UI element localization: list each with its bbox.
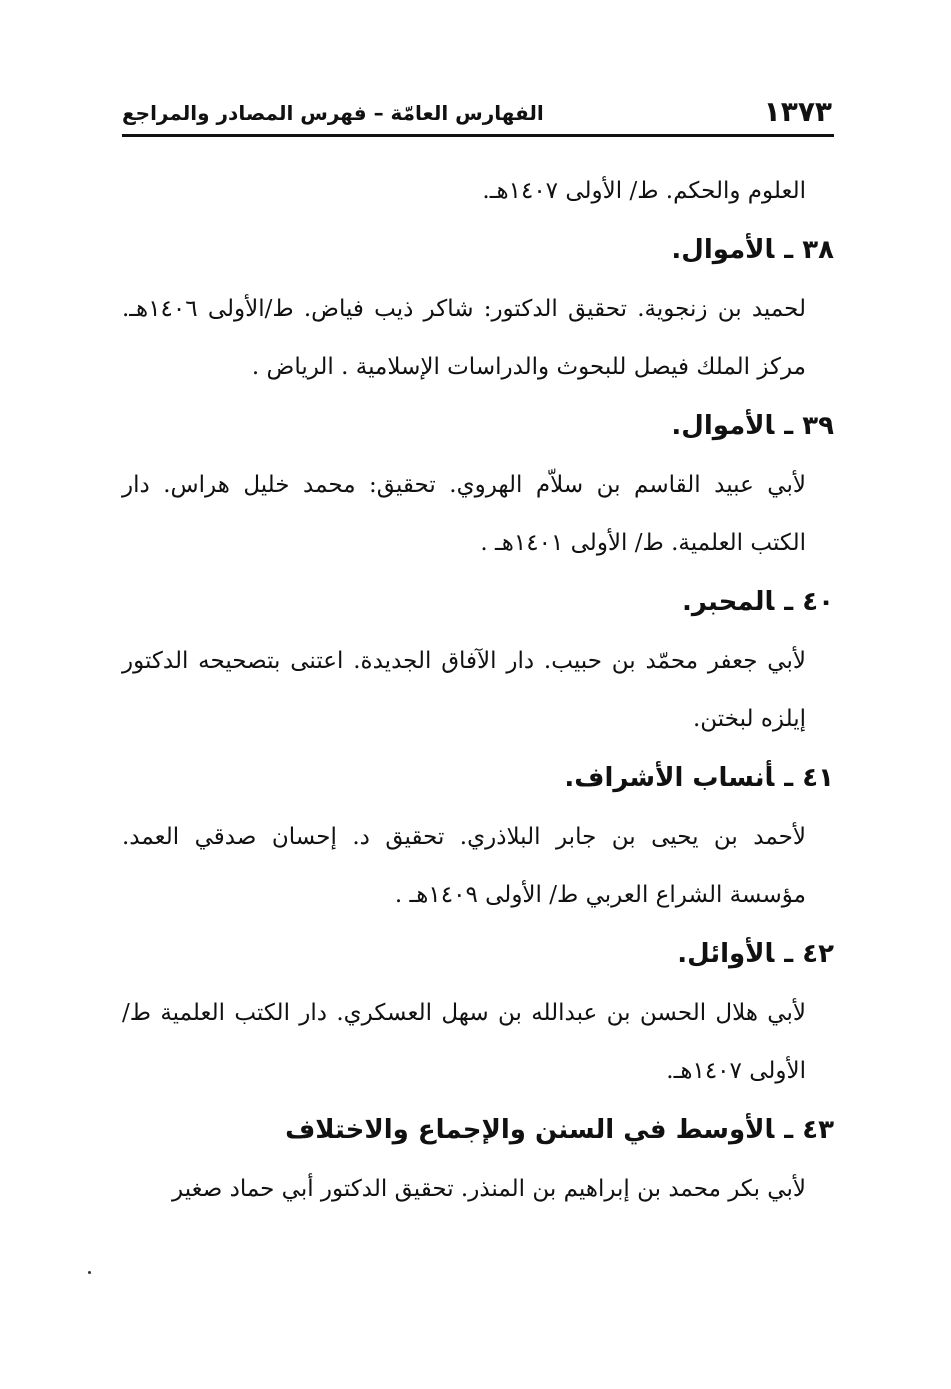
entry-heading: [122, 408, 834, 444]
entry-number: ٤١ ـ: [784, 763, 834, 793]
entry-number: ٣٨ ـ: [784, 235, 834, 265]
running-title: الفهارس العامّة – فهرس المصادر والمراجع: [122, 101, 544, 125]
entry-title: الأموال.: [671, 411, 775, 441]
entry-number: ٤٢ ـ: [784, 939, 834, 969]
entry-title: الأوائل.: [677, 939, 775, 969]
entry-body: لأبي جعفر محمّد بن حبيب. دار الآفاق الجديدة. اعتنى بتصحيحه الدكتور إيلزه لبختن.: [122, 648, 806, 732]
entry-body: لأبي بكر محمد بن إبراهيم بن المنذر. تحقيق الدكتور أبي حماد صغير: [172, 1176, 806, 1202]
bibliography-list: [122, 162, 834, 1218]
bibliography-entry-43: [122, 1112, 834, 1218]
page-number: ١٣٧٣: [763, 95, 832, 128]
entry-heading: [122, 936, 834, 972]
entry-heading: [122, 584, 834, 620]
entry-body: لأبي عبيد القاسم بن سلاّم الهروي. تحقيق: محمد خليل هراس. دار الكتب العلمية. ط/ الأولى ١٤٠١هـ .: [122, 472, 806, 556]
entry-body: لأبي هلال الحسن بن عبدالله بن سهل العسكري. دار الكتب العلمية ط/ الأولى ١٤٠٧هـ.: [122, 1000, 806, 1084]
entry-heading: [122, 1112, 834, 1148]
entry-title: أنساب الأشراف.: [564, 763, 775, 793]
bibliography-entry-42: [122, 936, 834, 1100]
bibliography-entry-38: [122, 232, 834, 396]
header-rule: [122, 134, 834, 137]
entry-title: الأوسط في السنن والإجماع والاختلاف: [285, 1115, 775, 1145]
page-header: [122, 92, 832, 132]
entry-body: لأحمد بن يحيى بن جابر البلاذري. تحقيق د. إحسان صدقي العمد. مؤسسة الشراع العربي ط/ الأولى ١٤٠٩هـ .: [122, 824, 806, 908]
entry-number: ٤٣ ـ: [784, 1115, 834, 1145]
bibliography-entry-39: [122, 408, 834, 572]
scan-speck: [88, 1271, 91, 1274]
entry-body: لحميد بن زنجوية. تحقيق الدكتور: شاكر ذيب فياض. ط/الأولى ١٤٠٦هـ. مركز الملك فيصل للبحوث والدراسات الإسلامية . الرياض .: [122, 296, 806, 380]
entry-heading: [122, 232, 834, 268]
entry-title: المحبر.: [681, 587, 775, 617]
entry-title: الأموال.: [671, 235, 775, 265]
entry-heading: [122, 760, 834, 796]
bibliography-entry-40: [122, 584, 834, 748]
entry-number: ٤٠ ـ: [784, 587, 834, 617]
continuation-text: العلوم والحكم. ط/ الأولى ١٤٠٧هـ.: [482, 178, 806, 204]
bibliography-entry-41: [122, 760, 834, 924]
entry-number: ٣٩ ـ: [784, 411, 834, 441]
